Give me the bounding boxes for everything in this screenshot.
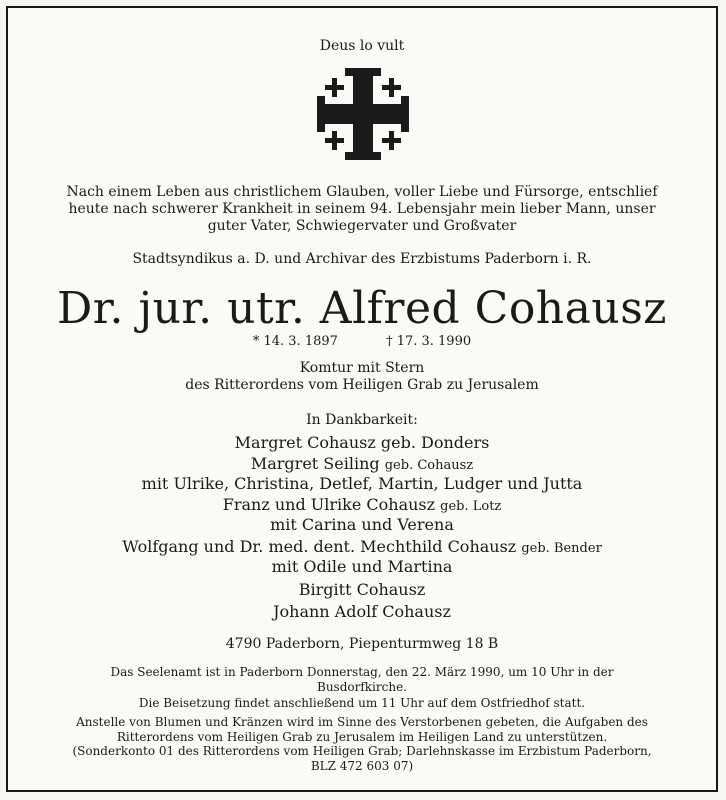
obituary-notice — [6, 6, 718, 792]
family-line: Margret Seiling geb. Cohausz — [250, 454, 474, 473]
birth-date: * 14. 3. 1897 — [252, 334, 338, 349]
honor-text: Komtur mit Stern des Ritterordens vom Heiligen Grab zu Jerusalem — [185, 360, 539, 393]
life-dates — [8, 334, 716, 349]
family-line: Johann Adolf Cohausz — [273, 602, 451, 621]
family-line: mit Odile und Martina — [271, 557, 453, 576]
family-line: Franz und Ulrike Cohausz geb. Lotz — [222, 495, 502, 514]
deceased-title: Stadtsyndikus a. D. und Archivar des Erzbistums Paderborn i. R. — [132, 251, 592, 267]
donation-notice: Anstelle von Blumen und Kränzen wird im Sinne des Verstorbenen gebeten, die Aufgaben des Ritterordens vom Heiligen Grab zu Jerusalem im Heiligen Land zu unterstützen. (Sonderkonto 01 des Ritterordens vom Heiligen Grab; Darlehnskasse im Erzbistum Paderborn, BLZ 472 603 07) — [72, 715, 652, 773]
family-line: mit Ulrike, Christina, Detlef, Martin, Ludger und Jutta — [141, 474, 583, 493]
motto: Deus lo vult — [319, 38, 405, 54]
family-line: mit Carina und Verena — [270, 515, 454, 534]
family-line: Margret Cohausz geb. Donders — [234, 433, 490, 452]
deceased-name: Dr. jur. utr. Alfred Cohausz — [57, 283, 667, 334]
address: 4790 Paderborn, Piepenturmweg 18 B — [225, 636, 499, 652]
burial-notice: Die Beisetzung findet anschließend um 11 Uhr auf dem Ostfriedhof statt. — [138, 696, 586, 710]
gratitude-heading: In Dankbarkeit: — [306, 412, 418, 428]
intro-text: Nach einem Leben aus christlichem Glauben, voller Liebe und Fürsorge, entschlief heute nach schwerer Krankheit in seinem 94. Lebensjahr mein lieber Mann, unser guter Vater, Schwiegervater und Großvater — [66, 184, 658, 234]
requiem-notice: Das Seelenamt ist in Paderborn Donnerstag, den 22. März 1990, um 10 Uhr in der Busdorfkirche. — [110, 665, 614, 694]
family-line: Birgitt Cohausz — [298, 580, 426, 599]
death-date: † 17. 3. 1990 — [386, 334, 472, 349]
jerusalem-cross-icon — [315, 66, 411, 162]
family-line: Wolfgang und Dr. med. dent. Mechthild Cohausz geb. Bender — [122, 537, 602, 556]
